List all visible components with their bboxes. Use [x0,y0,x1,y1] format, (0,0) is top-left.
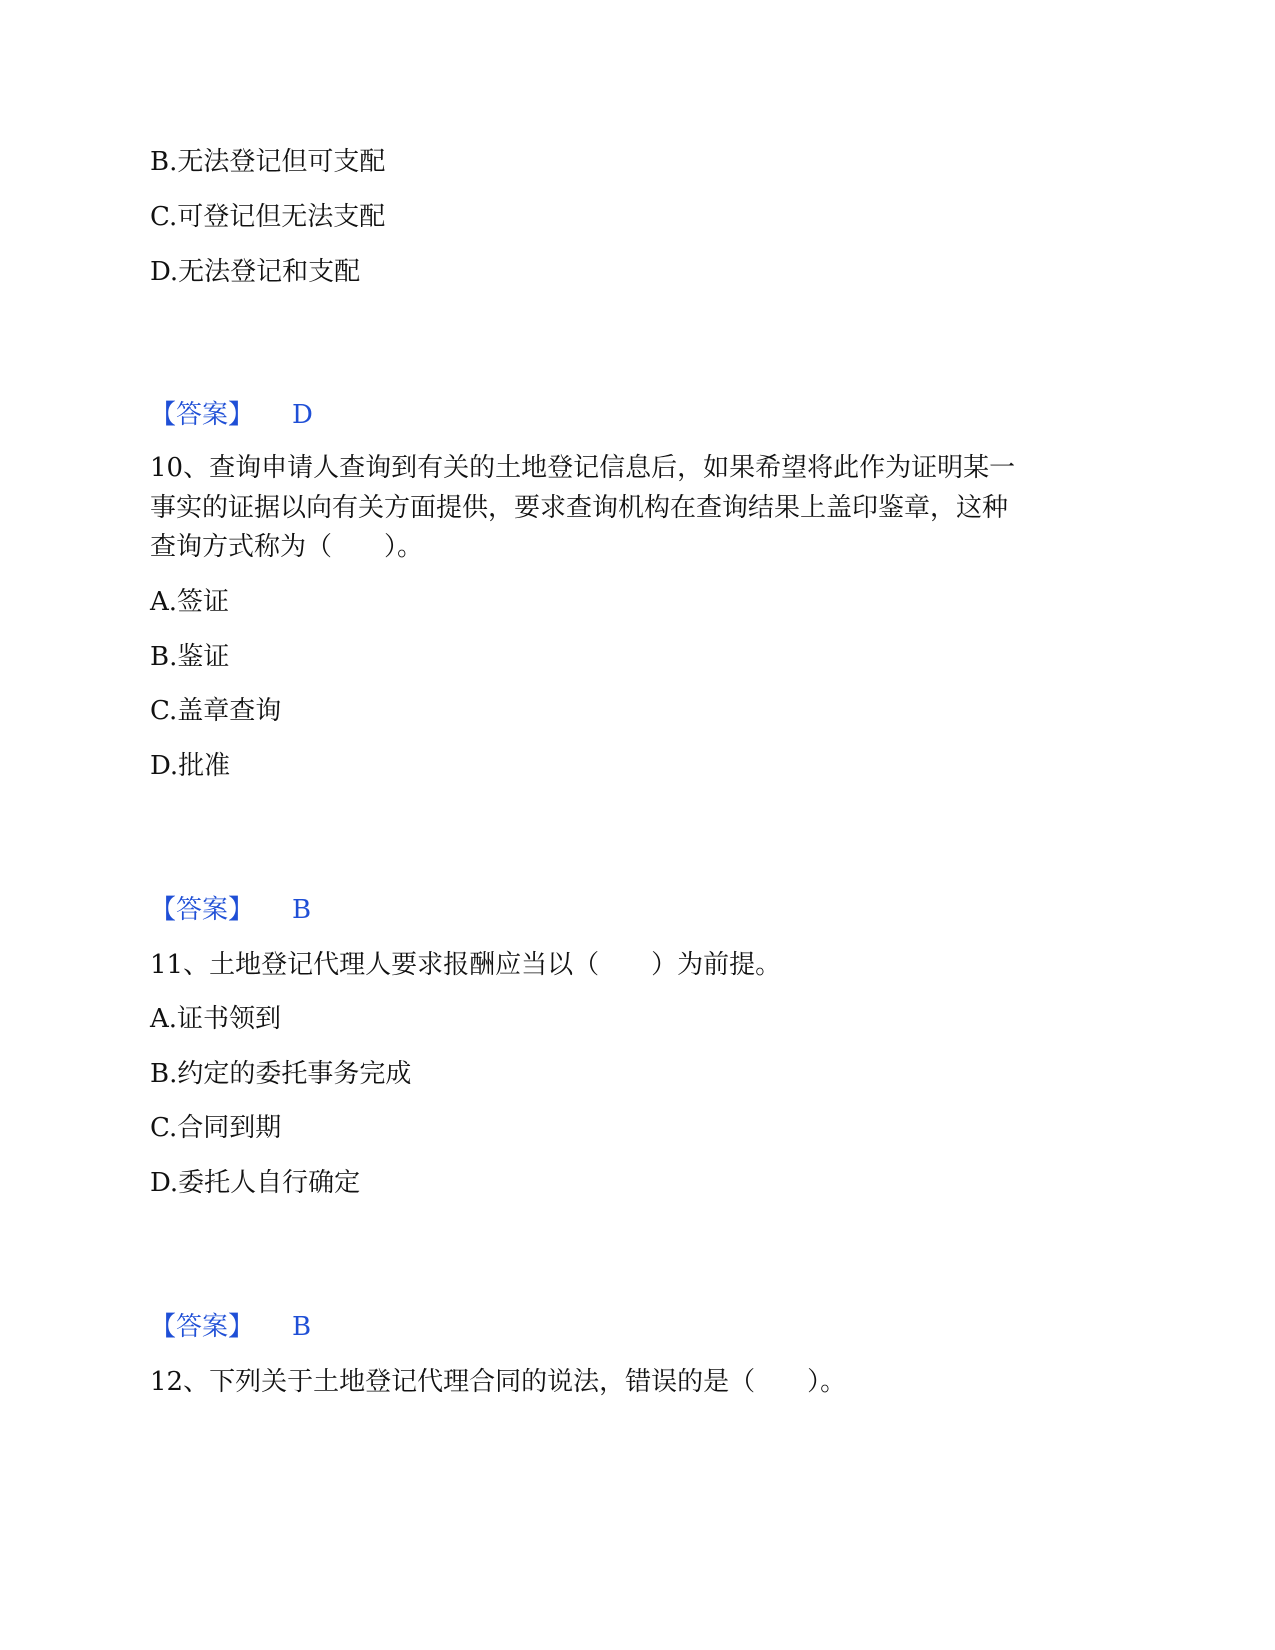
option-d: D.批准 [150,751,231,781]
question-stem-line: 12、下列关于土地登记代理合同的说法，错误的是（ ）。 [150,1367,847,1397]
answer-label: 【答案】 [150,400,255,430]
question-stem-line: 11、土地登记代理人要求报酬应当以（ ）为前提。 [150,950,782,980]
option-d: D.无法登记和支配 [150,257,361,287]
option-b: B.鉴证 [150,642,230,672]
answer-value: B [292,895,312,925]
option-c: C.可登记但无法支配 [150,202,386,232]
answer-value: B [292,1312,312,1342]
question-stem-line: 查询方式称为（ ）。 [150,532,424,562]
question-stem-line: 10、查询申请人查询到有关的土地登记信息后，如果希望将此作为证明某一 [150,453,1016,483]
option-b: B.约定的委托事务完成 [150,1059,412,1089]
question-stem-line: 事实的证据以向有关方面提供，要求查询机构在查询结果上盖印鉴章，这种 [150,493,1009,523]
answer-value: D [292,400,313,430]
option-b: B.无法登记但可支配 [150,147,386,177]
option-c: C.盖章查询 [150,696,282,726]
answer-label: 【答案】 [150,895,255,925]
option-d: D.委托人自行确定 [150,1168,361,1198]
option-a: A.证书领到 [150,1004,282,1034]
answer-label: 【答案】 [150,1312,255,1342]
option-c: C.合同到期 [150,1113,282,1143]
option-a: A.签证 [150,587,230,617]
